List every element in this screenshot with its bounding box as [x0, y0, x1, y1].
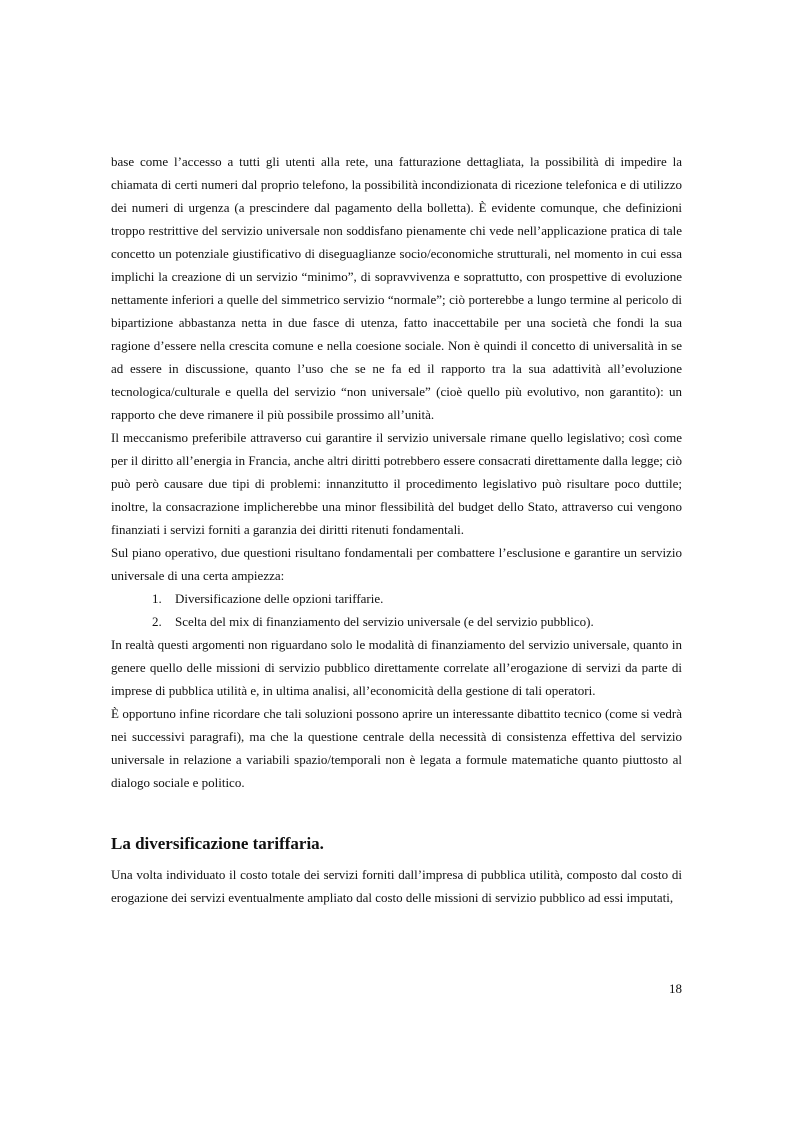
paragraph-legislative-mechanism: Il meccanismo preferibile attraverso cui garantire il servizio universale rimane quello legislativo; così come per il diritto all’energia in Francia, anche altri diritti potrebbero essere consacrati direttamente dalla legge; ciò può però causare due tipi di problemi: innanzitutto il procedimento legislativo può risultare poco duttile; inoltre, la consacrazione implicherebbe una minor flessibilità del budget dello Stato, attraverso cui vengono finanziati i servizi forniti a garanzia dei diritti ritenuti fondamentali.: [111, 430, 682, 537]
list-item-text: Scelta del mix di finanziamento del servizio universale (e del servizio pubblico).: [175, 614, 594, 629]
paragraph-section-intro: Una volta individuato il costo totale dei servizi forniti dall’impresa di pubblica utilità, composto dal costo di erogazione dei servizi eventualmente ampliato dal costo delle missioni di servizio pubblico ad essi imputati,: [111, 867, 682, 905]
paragraph-financing-arguments: In realtà questi argomenti non riguardano solo le modalità di finanziamento del servizio universale, quanto in genere quello delle missioni di servizio pubblico direttamente correlate all’erogazione di servizi da parte di imprese di pubblica utilità e, in ultima analisi, all’economicità della gestione di tali operatori.: [111, 637, 682, 698]
body-text: [111, 150, 682, 794]
list-item: [111, 610, 682, 633]
paragraph-universal-service-definition: base come l’accesso a tutti gli utenti alla rete, una fatturazione dettagliata, la possibilità di impedire la chiamata di certi numeri dal proprio telefono, la possibilità incondizionata di ricezione telefonica e di utilizzo dei numeri di urgenza (a prescindere dal pagamento della bolletta). È evidente comunque, che definizioni troppo restrittive del servizio universale non soddisfano pienamente chi vede nell’applicazione pratica di tale concetto un potenziale giustificativo di diseguaglianze socio/economiche strutturali, nel momento in cui essa implichi la creazione di un servizio “minimo”, di sopravvivenza e soprattutto, con prospettive di evoluzione nettamente inferiori a quelle del simmetrico servizio “normale”; ciò porterebbe a lungo termine al pericolo di bipartizione abbastanza netta in due fasce di utenza, fatto inaccettabile per una società che fondi la sua ragione d’essere nella crescita comune e nella coesione sociale. Non è quindi il concetto di universalità in se ad essere in discussione, quanto l’uso che se ne fa ed il rapporto tra la sua adattività all’evoluzione tecnologica/culturale e quella del servizio “non universale” (cioè quello più evolutivo, non garantito): un rapporto che deve rimanere il più possibile prossimo all’unità.: [111, 154, 682, 422]
section-heading: La diversificazione tariffaria.: [111, 834, 324, 853]
paragraph-operational-plan: Sul piano operativo, due questioni risultano fondamentali per combattere l’esclusione e garantire un servizio universale di una certa ampiezza:: [111, 545, 682, 583]
list-item-text: Diversificazione delle opzioni tariffarie.: [175, 591, 384, 606]
paragraph-closing-remark: È opportuno infine ricordare che tali soluzioni possono aprire un interessante dibattito tecnico (come si vedrà nei successivi paragrafi), ma che la questione centrale della necessità di consistenza effettiva del servizio universale in relazione a variabili spazio/temporali non è legata a formule matematiche quanto piuttosto al dialogo sociale e politico.: [111, 706, 682, 790]
section-body: [111, 863, 682, 909]
list-item-number: 1.: [152, 591, 162, 606]
page-number: 18: [669, 981, 682, 996]
list-item: [111, 587, 682, 610]
numbered-list: [111, 587, 682, 633]
list-item-number: 2.: [152, 614, 162, 629]
